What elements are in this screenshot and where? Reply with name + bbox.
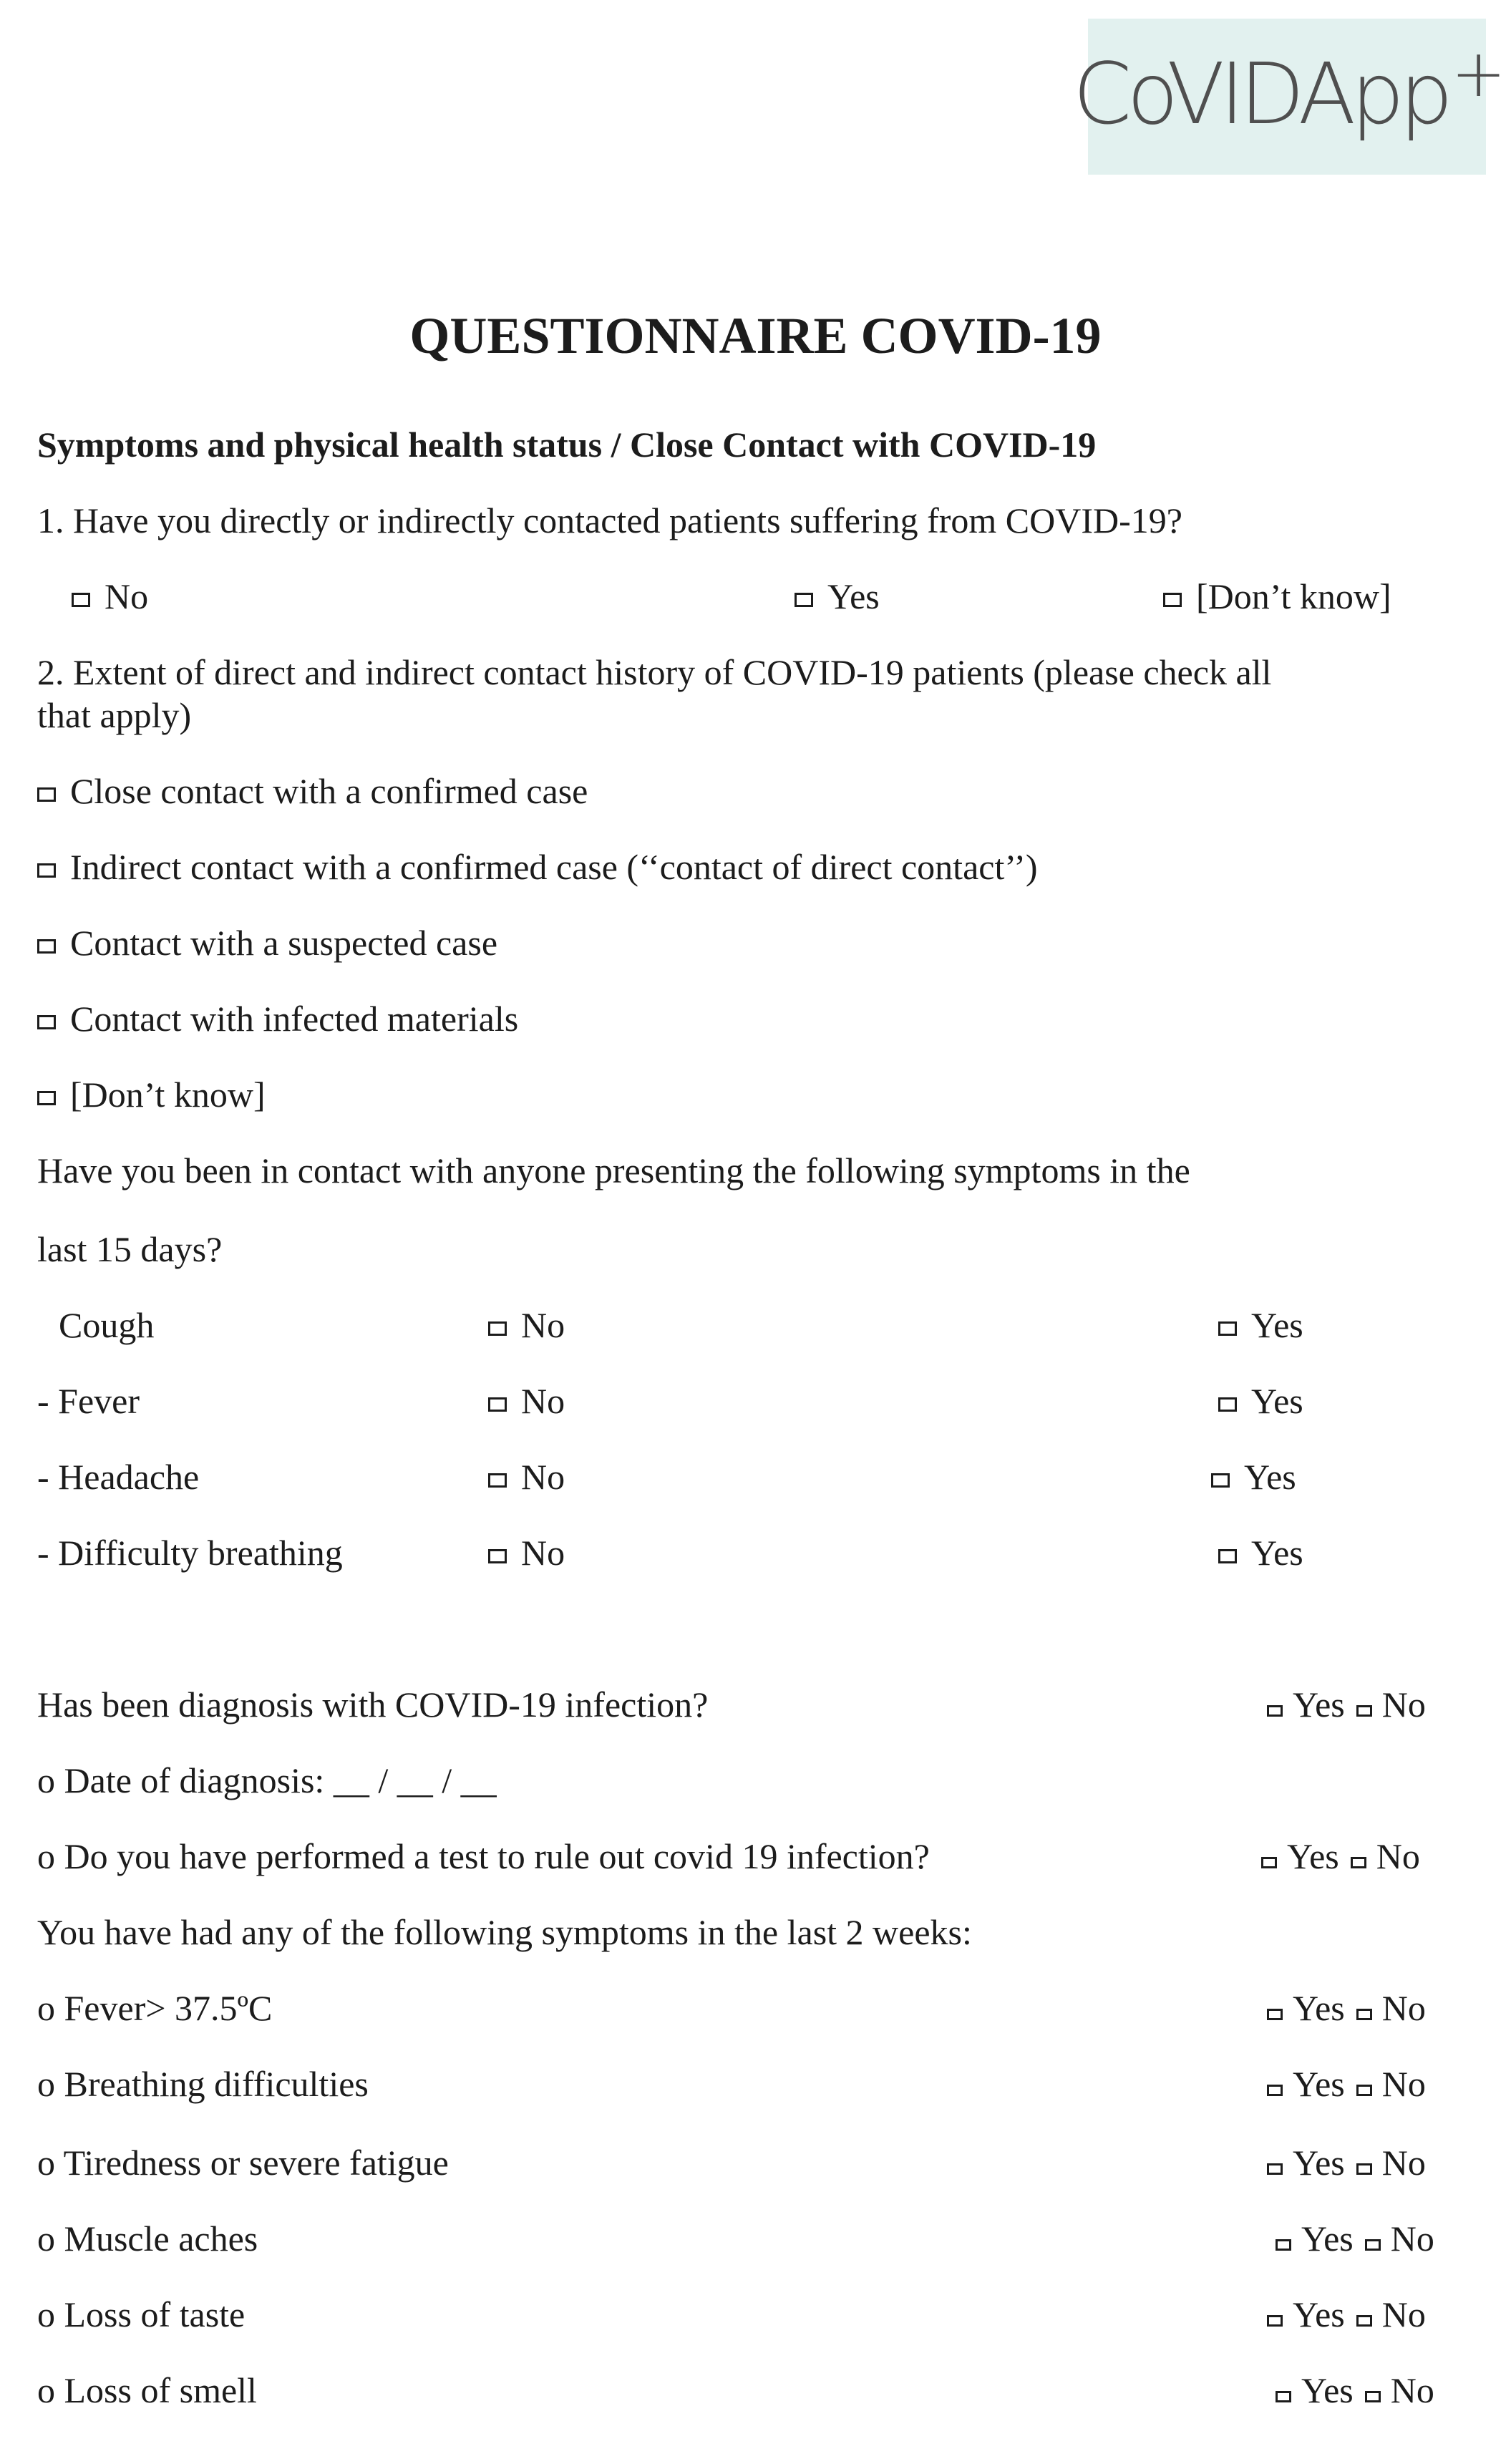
q3-text-line1: Have you been in contact with anyone presenting the following symptoms in the (37, 1150, 1190, 1190)
symptom-label: o Fever> 37.5ºC (37, 1988, 273, 2028)
q3-row-label: - Fever (37, 1381, 140, 1421)
q3-yes-checkbox[interactable] (1211, 1473, 1230, 1488)
q2-text-line1: 2. Extent of direct and indirect contact history of COVID-19 patients (please check all (37, 652, 1272, 692)
symptom-yes-no[interactable]: Yes No (1267, 2063, 1426, 2105)
q1-text: 1. Have you directly or indirectly contacted patients suffering from COVID-19? (37, 500, 1182, 540)
q3-row-yes[interactable]: Yes (1218, 1380, 1303, 1422)
q3-row-yes[interactable]: Yes (1211, 1456, 1296, 1498)
page-title: QUESTIONNAIRE COVID-19 (409, 307, 1102, 364)
yes-checkbox[interactable] (1267, 2315, 1283, 2327)
yes-checkbox[interactable] (1267, 2085, 1283, 2096)
q3-row-label: - Headache (37, 1457, 200, 1497)
symptom-yes-no[interactable]: Yes No (1267, 2142, 1426, 2183)
diagnosis-question: Has been diagnosis with COVID-19 infection? (37, 1684, 709, 1725)
no-checkbox[interactable] (1356, 2009, 1372, 2020)
q1-dont-know-checkbox[interactable] (1163, 593, 1182, 607)
no-checkbox[interactable] (1356, 1705, 1372, 1717)
no-checkbox[interactable] (1365, 2391, 1381, 2402)
diagnosis-test-question: o Do you have performed a test to rule out covid 19 infection? (37, 1836, 930, 1876)
q2-checkbox[interactable] (37, 863, 56, 878)
q3-text-line2: last 15 days? (37, 1229, 223, 1269)
symptom-yes-no[interactable]: Yes No (1267, 1987, 1426, 2029)
symptom-yes-no[interactable]: Yes No (1276, 2218, 1434, 2259)
q2-option-close-contact[interactable]: Close contact with a confirmed case (37, 770, 588, 812)
logo-plus: + (1451, 35, 1502, 112)
yes-checkbox[interactable] (1261, 1857, 1277, 1868)
q1-yes-checkbox[interactable] (795, 593, 813, 607)
q1-no-checkbox[interactable] (72, 593, 90, 607)
q3-no-checkbox[interactable] (488, 1549, 507, 1563)
q2-checkbox[interactable] (37, 1015, 56, 1029)
test-yes-no[interactable]: Yes No (1261, 1835, 1420, 1877)
section-heading: Symptoms and physical health status / Close Contact with COVID-19 (37, 425, 1097, 465)
no-checkbox[interactable] (1365, 2239, 1381, 2251)
q3-yes-checkbox[interactable] (1218, 1321, 1237, 1336)
q2-checkbox[interactable] (37, 939, 56, 954)
symptom-label: o Loss of taste (37, 2294, 246, 2334)
diagnosis-date: o Date of diagnosis: __ / __ / __ (37, 1760, 497, 1800)
symptom-yes-no[interactable]: Yes No (1267, 2294, 1426, 2335)
symptom-label: o Muscle aches (37, 2218, 258, 2259)
q2-text-line2: that apply) (37, 695, 192, 735)
symptom-yes-no[interactable]: Yes No (1276, 2370, 1434, 2411)
no-checkbox[interactable] (1351, 1857, 1366, 1868)
q3-row-yes[interactable]: Yes (1218, 1304, 1303, 1346)
q2-option-indirect-contact[interactable]: Indirect contact with a confirmed case (‘‘contact of direct contact’’) (37, 846, 1038, 888)
logo-text: CoVIDApp+ (1072, 35, 1502, 143)
q1-option-dont-know[interactable]: [Don’t know] (1163, 576, 1391, 617)
q3-no-checkbox[interactable] (488, 1321, 507, 1336)
yes-checkbox[interactable] (1267, 1705, 1283, 1717)
q3-row-no[interactable]: No (488, 1456, 565, 1498)
q2-option-infected-materials[interactable]: Contact with infected materials (37, 998, 518, 1039)
q3-row-label: - Difficulty breathing (37, 1533, 343, 1573)
q3-yes-checkbox[interactable] (1218, 1549, 1237, 1563)
q1-option-yes[interactable]: Yes (795, 576, 880, 617)
q1-option-no[interactable]: No (72, 576, 148, 617)
q3-yes-checkbox[interactable] (1218, 1397, 1237, 1412)
no-checkbox[interactable] (1356, 2163, 1372, 2175)
q3-row-no[interactable]: No (488, 1380, 565, 1422)
yes-checkbox[interactable] (1276, 2391, 1291, 2402)
app-logo (1072, 19, 1502, 175)
no-checkbox[interactable] (1356, 2085, 1372, 2096)
q3-no-checkbox[interactable] (488, 1473, 507, 1488)
yes-checkbox[interactable] (1267, 2163, 1283, 2175)
q2-option-dont-know[interactable]: [Don’t know] (37, 1074, 266, 1115)
symptom-label: o Tiredness or severe fatigue (37, 2143, 449, 2183)
q3-row-label: Cough (59, 1305, 155, 1345)
symptom-label: o Loss of smell (37, 2370, 257, 2410)
q3-row-yes[interactable]: Yes (1218, 1532, 1303, 1573)
symptoms-intro: You have had any of the following symptoms in the last 2 weeks: (37, 1912, 972, 1952)
q3-row-no[interactable]: No (488, 1304, 565, 1346)
yes-checkbox[interactable] (1267, 2009, 1283, 2020)
no-checkbox[interactable] (1356, 2315, 1372, 2327)
q2-checkbox[interactable] (37, 1091, 56, 1105)
symptom-label: o Breathing difficulties (37, 2064, 369, 2104)
yes-checkbox[interactable] (1276, 2239, 1291, 2251)
q2-checkbox[interactable] (37, 787, 56, 802)
q3-row-no[interactable]: No (488, 1532, 565, 1573)
q2-option-suspected-case[interactable]: Contact with a suspected case (37, 922, 497, 964)
q3-no-checkbox[interactable] (488, 1397, 507, 1412)
diagnosis-yes-no[interactable]: Yes No (1267, 1684, 1426, 1725)
